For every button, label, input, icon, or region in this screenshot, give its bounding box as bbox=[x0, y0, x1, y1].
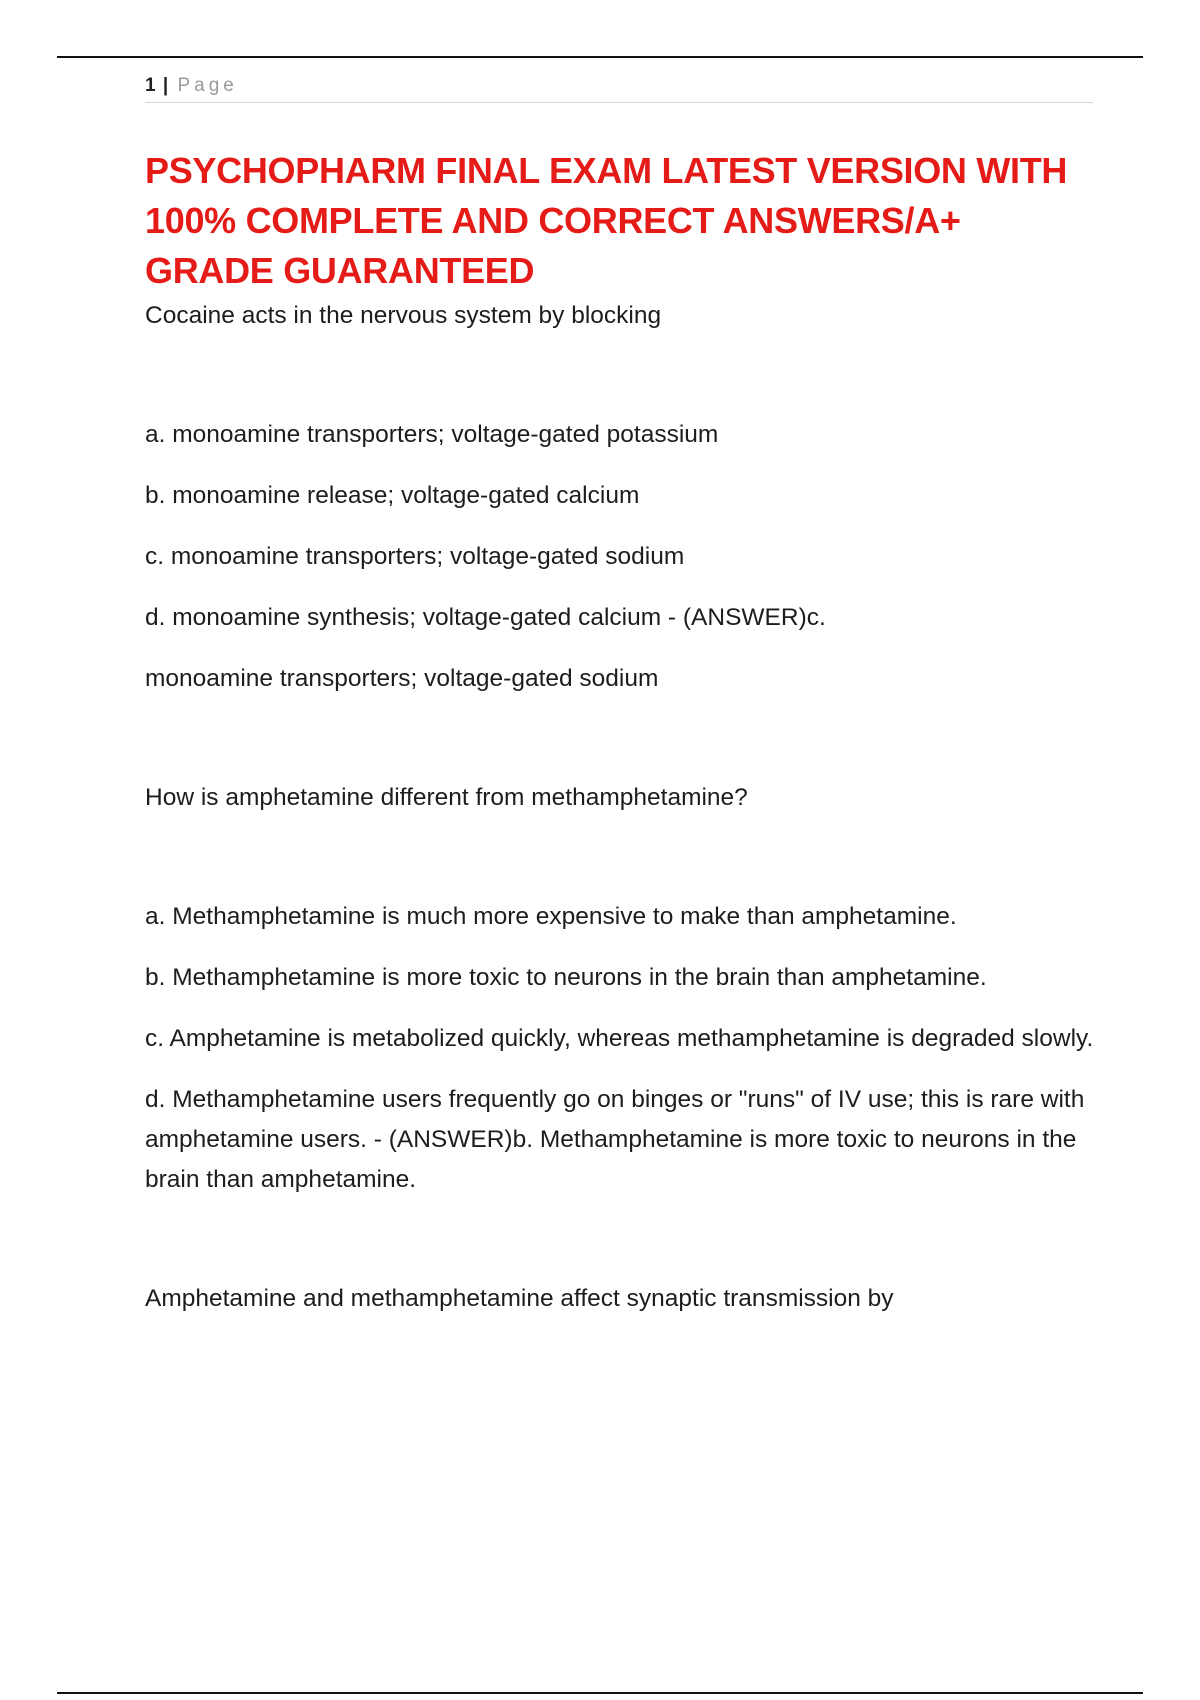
document-title: PSYCHOPHARM FINAL EXAM LATEST VERSION WITH 100% COMPLETE AND CORRECT ANSWERS/A+ GRADE GUARANTEED bbox=[145, 150, 1068, 291]
bottom-rule bbox=[57, 1692, 1143, 1694]
answer-option: d. Methamphetamine users frequently go on binges or "runs" of IV use; this is rare with amphetamine users. - (ANSWER)b. Methamphetamine is more toxic to neurons in the brain than amphetamine. bbox=[145, 1086, 1085, 1193]
document-body bbox=[145, 146, 1095, 1319]
answer-option: a. Methamphetamine is much more expensive to make than amphetamine. bbox=[145, 903, 957, 930]
answer-option: c. Amphetamine is metabolized quickly, whereas methamphetamine is degraded slowly. bbox=[145, 1025, 1094, 1052]
answer-option: d. monoamine synthesis; voltage-gated calcium - (ANSWER)c. bbox=[145, 604, 826, 631]
page-label: Page bbox=[177, 75, 238, 96]
answer-option: b. monoamine release; voltage-gated calcium bbox=[145, 482, 640, 509]
question-stem: How is amphetamine different from methamphetamine? bbox=[145, 784, 748, 811]
answer-option: c. monoamine transporters; voltage-gated sodium bbox=[145, 543, 685, 570]
page-separator: | bbox=[162, 75, 169, 96]
answer-option: a. monoamine transporters; voltage-gated potassium bbox=[145, 421, 719, 448]
answer-continuation: monoamine transporters; voltage-gated sodium bbox=[145, 665, 659, 692]
top-rule bbox=[57, 56, 1143, 58]
page-header bbox=[145, 74, 1093, 103]
question-stem: Amphetamine and methamphetamine affect synaptic transmission by bbox=[145, 1285, 894, 1312]
question-stem: Cocaine acts in the nervous system by blocking bbox=[145, 302, 662, 329]
answer-option: b. Methamphetamine is more toxic to neurons in the brain than amphetamine. bbox=[145, 964, 987, 991]
page-number: 1 bbox=[145, 75, 156, 96]
